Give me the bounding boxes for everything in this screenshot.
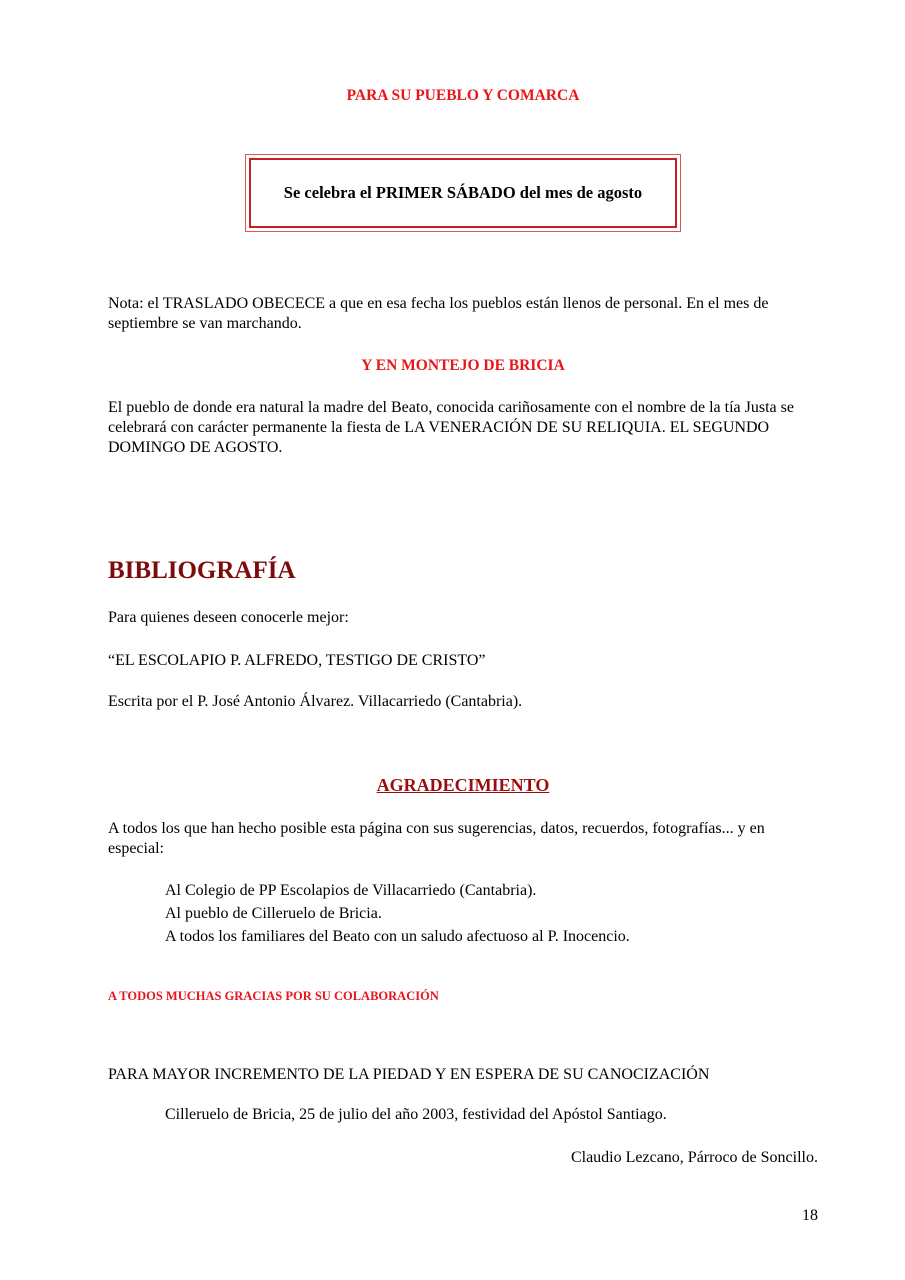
section-heading-montejo: Y EN MONTEJO DE BRICIA — [361, 357, 565, 374]
list-item: Al Colegio de PP Escolapios de Villacarriedo (Cantabria). — [165, 882, 537, 899]
bibliografia-heading: BIBLIOGRAFÍA — [108, 557, 296, 584]
section-heading-pueblo-comarca: PARA SU PUEBLO Y COMARCA — [346, 87, 580, 104]
boxed-notice — [245, 154, 681, 232]
montejo-paragraph: El pueblo de donde era natural la madre del Beato, conocida cariñosamente con el nombre de la tía Justa se celebrará con carácter permanente la fiesta de LA VENERACIÓN DE SU RELIQUIA. EL SEGUNDO DOMINGO DE AGOSTO. — [108, 399, 794, 456]
nota-paragraph: Nota: el TRASLADO OBECECE a que en esa fecha los pueblos están llenos de personal. En el mes de septiembre se van marchando. — [108, 295, 769, 332]
list-item: A todos los familiares del Beato con un saludo afectuoso al P. Inocencio. — [165, 928, 630, 945]
bibliografia-intro: Para quienes deseen conocerle mejor: — [108, 609, 349, 626]
boxed-notice-text: Se celebra el PRIMER SÁBADO del mes de agosto — [249, 158, 677, 228]
agradecimiento-paragraph: A todos los que han hecho posible esta página con sus sugerencias, datos, recuerdos, fotografías... y en especial: — [108, 820, 765, 857]
gracias-heading: A TODOS MUCHAS GRACIAS POR SU COLABORACIÓN — [108, 989, 439, 1003]
list-item: Al pueblo de Cilleruelo de Bricia. — [165, 905, 382, 922]
agradecimiento-heading: AGRADECIMIENTO — [376, 775, 550, 795]
page-number: 18 — [802, 1207, 818, 1224]
closing-date-line: Cilleruelo de Bricia, 25 de julio del año 2003, festividad del Apóstol Santiago. — [165, 1106, 667, 1123]
closing-piedad: PARA MAYOR INCREMENTO DE LA PIEDAD Y EN ESPERA DE SU CANOCIZACIÓN — [108, 1066, 710, 1083]
bibliografia-author: Escrita por el P. José Antonio Álvarez. Villacarriedo (Cantabria). — [108, 693, 523, 710]
agradecimiento-list — [165, 879, 630, 948]
bibliografia-book-title: “EL ESCOLAPIO P. ALFREDO, TESTIGO DE CRISTO” — [108, 652, 486, 669]
closing-signature: Claudio Lezcano, Párroco de Soncillo. — [570, 1149, 818, 1166]
